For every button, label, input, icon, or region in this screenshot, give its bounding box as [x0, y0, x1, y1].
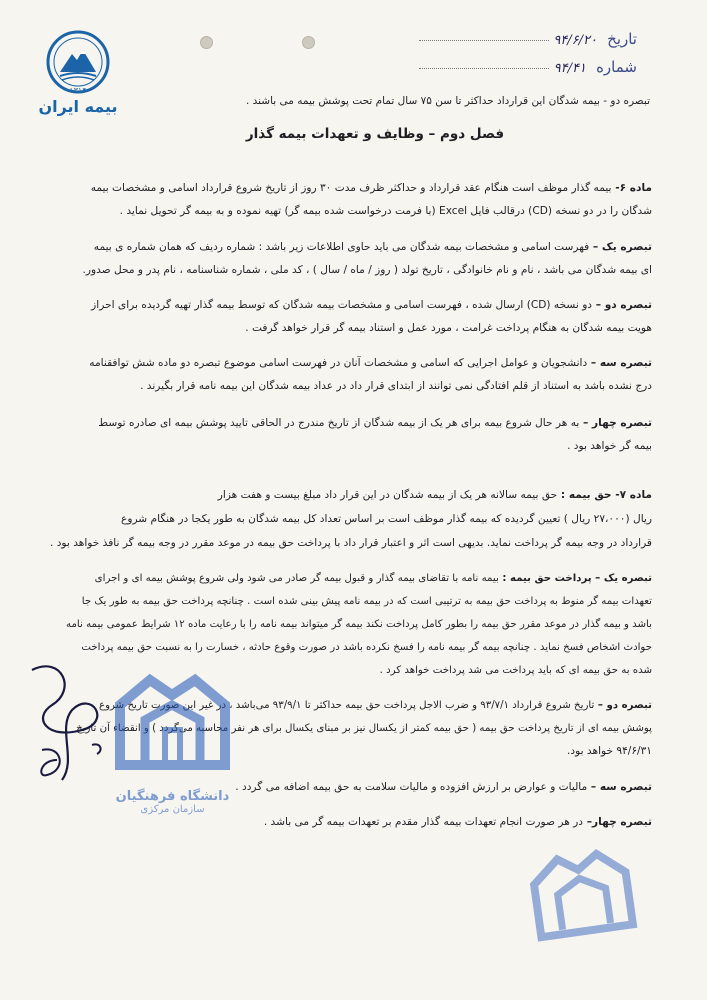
top-note: تبصره دو - بیمه شدگان این قرارداد حداکثر تا سن ۷۵ سال تمام تحت پوشش بیمه می باشند .: [245, 95, 650, 107]
date-field: [419, 30, 637, 48]
faint-stamp: [520, 832, 660, 997]
line-9-text: بیمه گر خواهد بود .: [567, 440, 652, 452]
line-1-text: شدگان را در دو نسخه (CD) درقالب فایل Excel (با فرمت درخواست شده بیمه گر) تهیه نموده و به بیمه گر تحویل نماید .: [119, 205, 652, 217]
number-value: ۹۴/۴۱: [553, 61, 586, 76]
line-22-bold: تبصره چهار–: [583, 816, 652, 828]
line-14: [82, 590, 652, 613]
line-10-text: حق بیمه سالانه هر یک از بیمه شدگان در این قرار داد مبلغ بیست و هفت هزار: [217, 489, 558, 501]
logo-name: بیمه ایران: [38, 97, 118, 116]
line-20: [567, 740, 652, 763]
line-0: [91, 177, 652, 200]
line-4: [91, 294, 652, 317]
line-2: [94, 236, 652, 259]
line-18-bold: تبصره دو –: [594, 700, 652, 711]
line-4-text: دو نسخه (CD) ارسال شده ، فهرست اسامی و مشخصات بیمه شدگان که توسط بیمه گذار تهیه گردیده برای احراز: [91, 299, 593, 311]
line-12-text: قرارداد در وجه بیمه گر پرداخت نماید. بدیهی است اثر و اعتبار قرار داد با پرداخت حق بیمه در موعد مقرر در وجه بیمه گر نافذ خواهد بود .: [49, 537, 652, 549]
date-value: ۹۴/۶/۲۰: [553, 33, 597, 48]
number-field: [419, 58, 637, 76]
line-7-text: درج نشده باشد به استناد از قلم افتادگی نمی توانند از ابتدای قرار داد در عداد بیمه شدگان این بیمه نامه قرار بگیرند .: [140, 380, 652, 392]
line-3-text: ای بیمه شدگان می باشد ، نام و نام خانوادگی ، تاریخ تولد ( روز / ماه / سال ) ، کد ملی ، شماره شناسنامه ، نام پدر و محل صدور.: [82, 264, 652, 276]
line-13-text: بیمه نامه با تقاضای بیمه گذار و قبول بیمه گر صادر می شود ولی شروع پوشش بیمه ای و اجرای: [94, 573, 499, 584]
line-8: [98, 412, 652, 435]
line-17-text: شده به حق بیمه ای که باید پرداخت می شد پرداخت خواهد کرد .: [379, 665, 652, 676]
line-14-text: تعهدات بیمه گر منوط به پرداخت حق بیمه به ترتیبی است که در بیمه نامه پیش بینی شده است . چنانچه پرداخت حق بیمه به طور یک جا: [81, 596, 652, 607]
line-9: [567, 435, 652, 458]
line-2-bold: تبصره یک –: [589, 241, 652, 253]
logo-year: ۱۳۱۴: [69, 86, 87, 95]
line-11-text: ریال (۲۷،۰۰۰ ریال ) تعیین گردیده که بیمه گذار موظف است بر اساس تعداد کل بیمه شدگان به طور یکجا در هنگام شروع: [121, 513, 652, 525]
date-label: تاریخ: [607, 30, 637, 48]
stamp-sub: سازمان مرکزی: [140, 804, 205, 815]
mountain-emblem-icon: [46, 30, 110, 94]
line-16-text: حوادث اشخاص فسخ نماید . چنانچه بیمه گر بیمه نامه را فسخ نکرده باشد در صورت وقوع حادثه ، خسارت را به نسبت حق بیمه پرداخت: [81, 642, 652, 653]
stamp-label: دانشگاه فرهنگیان: [115, 789, 230, 804]
line-12: [50, 532, 652, 555]
line-10: [218, 484, 652, 507]
line-15-text: باشد و بیمه گذار در موعد مقرر حق بیمه را بطور کامل پرداخت نکند بیمه گر میتواند بیمه نامه را با رعایت ماده ۱۲ شرایط عمومی بیمه نامه: [66, 619, 652, 630]
line-22-text: در هر صورت انجام تعهدات بیمه گذار مقدم بر تعهدات بیمه گر می باشد .: [263, 816, 584, 828]
date-dotted-line: [419, 40, 549, 41]
number-label: شماره: [596, 58, 637, 76]
line-15: [66, 613, 652, 636]
line-3: [82, 259, 652, 282]
line-5-text: هویت بیمه شدگان به هنگام پرداخت غرامت ، مورد عمل و استناد بیمه گر قرار خواهد گرفت .: [245, 322, 652, 334]
line-0-bold: ماده ۶-: [611, 182, 652, 194]
number-dotted-line: [419, 68, 549, 69]
line-22: [264, 811, 652, 834]
section-title: فصل دوم – وظایف و تعهدات بیمه گذار: [245, 126, 505, 142]
line-13: [95, 567, 652, 590]
line-13-bold: تبصره یک – پرداخت حق بیمه :: [498, 573, 652, 584]
line-10-bold: ماده ۷- حق بیمه :: [557, 489, 652, 501]
line-21-bold: تبصره سه –: [587, 781, 652, 793]
line-11: [121, 508, 652, 531]
line-7: [140, 375, 652, 398]
university-stamp: [110, 665, 235, 825]
line-4-bold: تبصره دو –: [592, 299, 652, 311]
line-21: [235, 776, 652, 799]
line-8-text: به هر حال شروع بیمه برای هر یک از بیمه شدگان از تاریخ مندرج در الحاقی تایید پوشش بیمه ای صادره توسط: [98, 417, 580, 429]
line-6-text: دانشجویان و عوامل اجرایی که اسامی و مشخصات آنان در فهرست اسامی موضوع تبصره دو ماده شش توافقنامه: [89, 357, 588, 369]
book-emblem-icon: [520, 834, 644, 958]
line-21-text: مالیات و عوارض بر ارزش افزوده و مالیات سلامت به حق بیمه اضافه می گردد .: [235, 781, 588, 793]
line-6-bold: تبصره سه –: [587, 357, 652, 369]
line-20-text: ۹۴/۶/۳۱ خواهد بود.: [567, 745, 652, 757]
line-19-text: پوشش بیمه ای از تاریخ پرداخت حق بیمه ( حق بیمه کمتر از یکسال نیز بر مبنای یکسال برای هر نفر محاسبه می‌گردد ) و انقضاء آن تاریخ: [76, 723, 652, 734]
line-8-bold: تبصره چهار –: [579, 417, 652, 429]
line-6: [89, 352, 652, 375]
punch-hole: [200, 36, 213, 49]
line-1: [120, 200, 652, 223]
punch-hole: [302, 36, 315, 49]
line-16: [81, 636, 652, 659]
line-2-text: فهرست اسامی و مشخصات بیمه شدگان می باید حاوی اطلاعات زیر باشد : شماره ردیف که همان شماره ی بیمه: [93, 241, 590, 253]
line-5: [245, 317, 652, 340]
book-emblem-icon: [110, 665, 235, 785]
line-18-text: تاریخ شروع قرارداد ۹۳/۷/۱ و ضرب الاجل پرداخت حق بیمه حداکثر تا ۹۳/۹/۱ می‌باشد ، در غیر این صورت تاریخ شروع: [99, 700, 595, 711]
line-17: [380, 659, 652, 682]
line-0-text: بیمه گذار موظف است هنگام عقد قرارداد و حداکثر ظرف مدت ۳۰ روز از تاریخ شروع قرارداد اسامی و مشخصات بیمه: [90, 182, 612, 194]
bime-iran-logo: [38, 30, 118, 135]
